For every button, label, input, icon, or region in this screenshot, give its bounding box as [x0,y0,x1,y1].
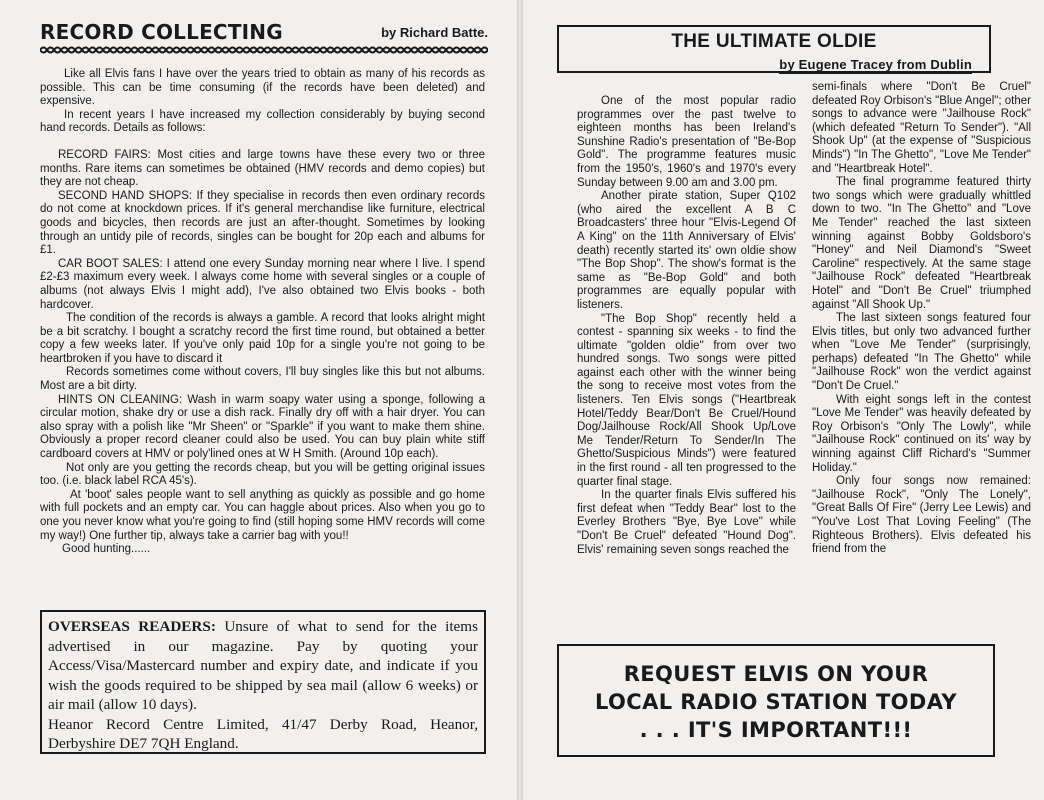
overseas-address: Heanor Record Centre Limited, 41/47 Derby Road, Heanor, Derbyshire DE7 7QH England. [48,715,478,752]
left-page [0,0,519,800]
paragraph: In recent years I have increased my collection considerably by buying second hand records. Details as follows: [40,108,485,135]
paragraph: The final programme featured thirty two songs which were gradually whittled down to two. "In The Ghetto" and "Love Me Tender" reached the last sixteen winning against Bobby Goldsboro's "Honey" and Neil Diamond's "Sweet Caroline" respectively. At the same stage "Jailhouse Rock" defeated "Heartbreak Hotel" and "Don't Be Cruel" triumphed against "All Shook Up." [812,176,1031,311]
paragraph-hints-on-cleaning: HINTS ON CLEANING: Wash in warm soapy water using a sponge, following a circular motion, shake dry or use a dish rack. Finally dry off with a hair dryer. You can also spray with a polish like "Mr Sheen" or "Sparkle" if you want to make them shine. Obviously a proper record cleaner could also be used. You can buy plain white stiff cardboard covers at HMV or poly'lined ones at W H Smith. (Around 10p each). [40,393,485,461]
article-title: RECORD COLLECTING [40,20,283,44]
paragraph: "The Bop Shop" recently held a contest - spanning six weeks - to find the ultimate "golden oldie" from over two hundred songs. Two songs were pitted against each other with the winner being the song to receive most votes from the listeners. Ten Elvis songs ("Heartbreak Hotel/Teddy Bear/Don't Be Cruel/Hound Dog/Jailhouse Rock/All Shook Up/Love Me Tender/Return To Sender/In The Ghetto/Suspicious Minds") were featured in the first round - all ten progressed to the quarter final stage. [577,312,796,488]
sign-off: Good hunting...... [62,543,151,556]
request-line-3: . . . IT'S IMPORTANT!!! [639,718,913,742]
paragraph: The condition of the records is always a gamble. A record that looks alright might be a bit scratchy. I bought a scratchy record the first time round, but obtained a better copy a few weeks later. If you've only paid 10p for a single you're not going to be heartbroken if you have to discard it [40,312,485,365]
request-line-2: LOCAL RADIO STATION TODAY [594,690,958,714]
paragraph: Not only are you getting the records cheap, but you will be getting original issues too. (i.e. black label RCA 45's). [40,461,485,488]
paragraph-car-boot-sales: CAR BOOT SALES: I attend one every Sunday morning near where I live. I spend £2-£3 maximum every week. I always come home with several singles or a couple of albums (not always Elvis I might add), I've also obtained two Elvis books - both hardcover. [40,257,485,311]
right-page [519,0,1044,800]
article-body [40,68,485,557]
paragraph: The last sixteen songs featured four Elvis titles, but only two advanced further when "Love Me Tender" (surprisingly, perhaps) defeated "In The Ghetto" while "Jailhouse Rock" won the verdict against "Don't De Cruel." [812,312,1031,393]
paragraph: Records sometimes come without covers, I'll buy singles like this but not albums. Most are a bit dirty. [40,366,485,393]
request-line-1: REQUEST ELVIS ON YOUR [623,662,929,686]
record-collecting-header [40,20,488,44]
paragraph: With eight songs left in the contest "Love Me Tender" was heavily defeated by Roy Orbison's "Only The Lowly", while "Jailhouse Rock" continued on its' way by winning against Cliff Richard's "Summer Holiday." [812,393,1031,474]
request-elvis-box [557,644,995,757]
paragraph: Like all Elvis fans I have over the years tried to obtain as many of his records as possible. This can be time consuming (if the records have been deleted) and expensive. [40,68,485,108]
paragraph: semi-finals where "Don't Be Cruel" defeated Roy Orbison's "Blue Angel"; other songs to advance were "Jailhouse Rock" (which defeated "Return To Sender"). "All Shook Up" (at the expense of "Suspicious Minds") "In The Ghetto", "Love Me Tender" and "Heartbreak Hotel". [812,81,1031,175]
overseas-text: Unsure of what to send for the items advertised in our magazine. Pay by quoting your Access/Visa/Mastercard number and expiry date, and indicate if you wish the goods required to be shipped by sea mail (allow 6 weeks) or air mail (allow 10 days). [48,618,479,713]
page-gutter [517,0,523,800]
overseas-readers-box [40,610,486,754]
overseas-lead: OVERSEAS READERS: [48,618,216,635]
paragraph: Only four songs now remained: "Jailhouse Rock", "Only The Lonely", "Great Balls Of Fire" (Jerry Lee Lewis) and "You've Lost That Loving Feeling" (The Righteous Brothers). Elvis defeated his friend from the [812,475,1031,556]
article-title: THE ULTIMATE OLDIE [671,31,877,52]
twisted-rope-divider [40,45,488,55]
paragraph: In the quarter finals Elvis suffered his first defeat when "Teddy Bear" lost to the Everley Brothers "Bye, Bye Love" while "Don't Be Cruel" defeated "Hound Dog". Elvis' remaining seven songs reached the [577,489,796,556]
paragraph: Another pirate station, Super Q102 (who aired the excellent A B C Broadcasters' three hour "Elvis-Legend Of A King" on the 11th Anniversary of Elvis' death) recently started its' own oldie show "The Bop Shop". The show's format is the same as "Be-Bop Gold" and both programmes are equally popular with listeners. [577,190,796,311]
paragraph: One of the most popular radio programmes over the past twelve to eighteen months has been Ireland's Sunshine Radio's presentation of "Be-Bop Gold". The programme features music from the 1950's, 1960's and 1970's every Sunday between 9.00 am and 3.00 pm. [577,95,796,189]
paragraph: At 'boot' sales people want to sell anything as quickly as possible and go home with full pockets and an empty car. You can haggle about prices. Also when you go to one you never know what you're going to find (still hoping some HMV records will come my way!) One further tip, always take a carrier bag with you!! [40,488,485,542]
article-byline: by Richard Batte. [381,25,488,40]
article-byline: by Eugene Tracey from Dublin [779,57,972,72]
paragraph-second-hand-shops: SECOND HAND SHOPS: If they specialise in records then even ordinary records do not come at knockdown prices. If it's general merchandise like furniture, electrical goods and bicycles, then records are just an after-thought. Sometimes by looking through an untidy pile of records, singles can be bought for 20p each and albums for £1. [40,189,485,257]
paragraph-record-fairs: RECORD FAIRS: Most cities and large towns have these every two or three months. Rare items can sometimes be obtained (HMV records and demo copies) but they are not cheap. [40,148,485,189]
article-column-right [812,81,1031,557]
article-column-left [577,95,796,557]
